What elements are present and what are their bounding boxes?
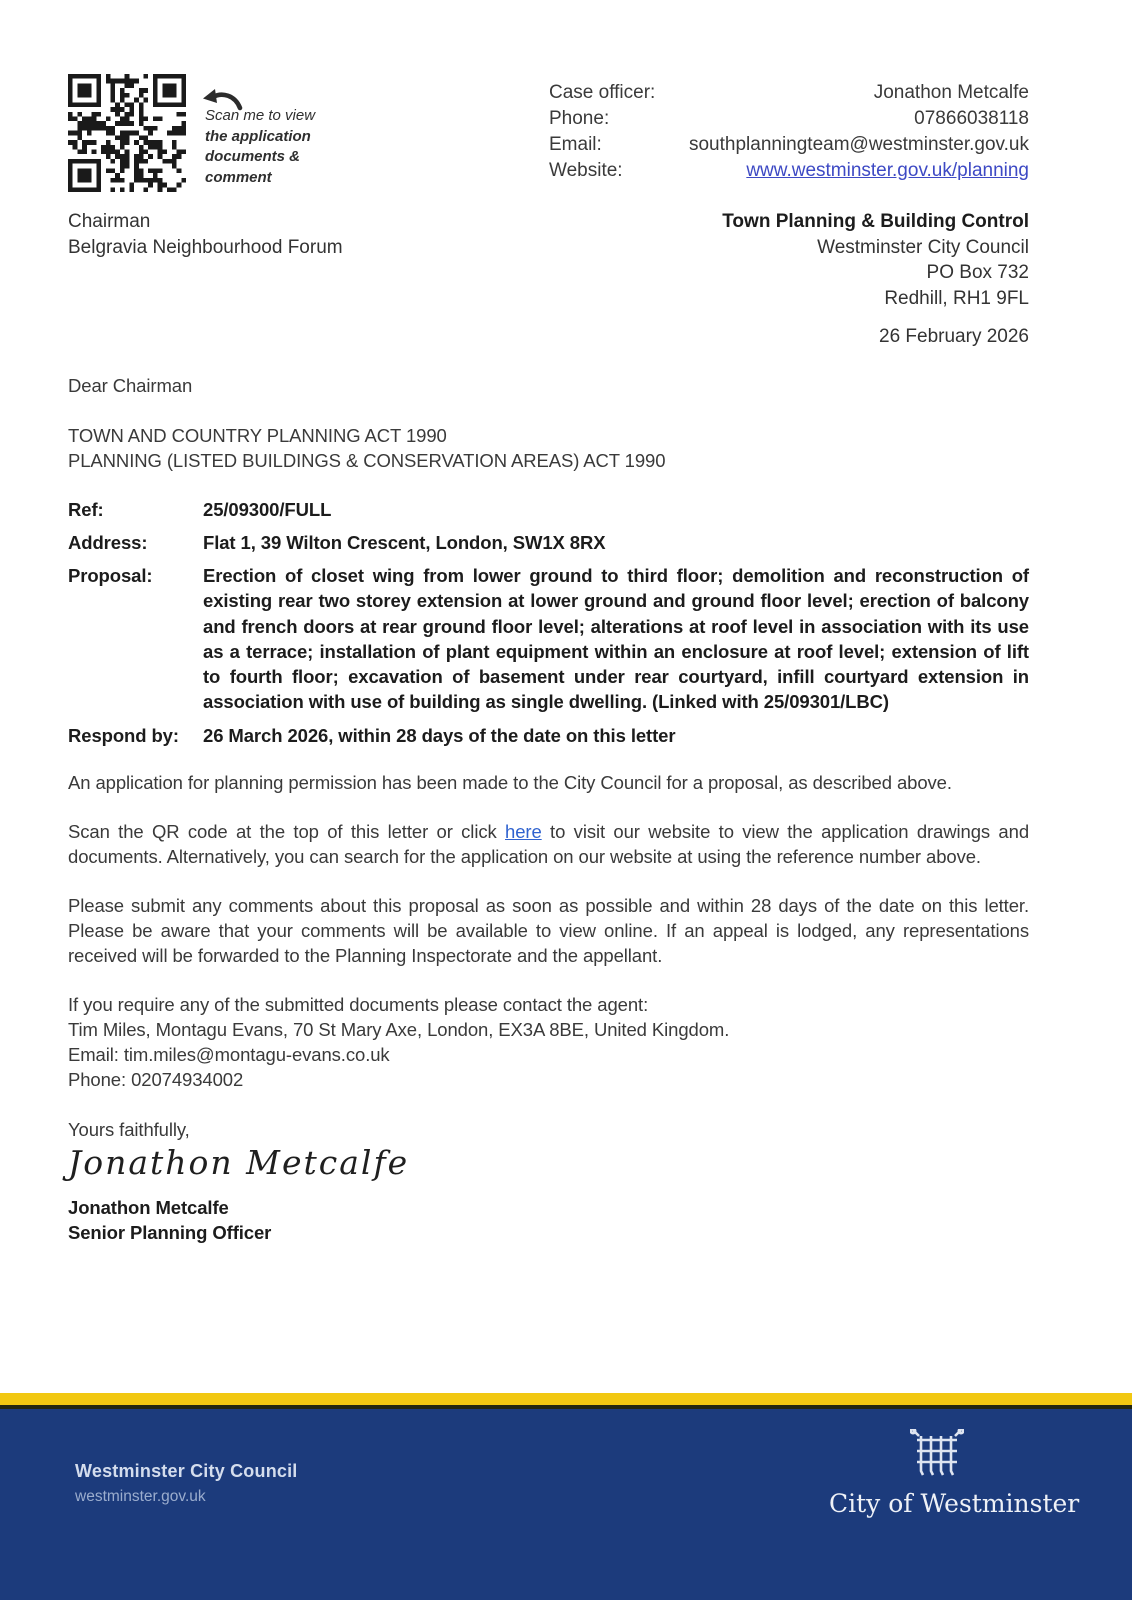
contact-row-case-officer (549, 80, 1029, 106)
respond-by-value: 26 March 2026, within 28 days of the date on this letter (203, 724, 676, 746)
signer-name: Jonathon Metcalfe (68, 1196, 229, 1218)
application-details (68, 497, 1029, 748)
signature: Jonathon Metcalfe (68, 1142, 410, 1182)
agent-phone: Phone: 02074934002 (68, 1068, 244, 1090)
proposal-label: Proposal: (68, 565, 153, 586)
here-link[interactable]: here (505, 820, 542, 842)
signer-title: Senior Planning Officer (68, 1221, 272, 1243)
detail-row-address (68, 530, 1029, 555)
phone-label: Phone: (549, 108, 610, 129)
signer-block (68, 1195, 1029, 1245)
closing: Yours faithfully, (68, 1118, 190, 1140)
email-label: Email: (549, 134, 602, 155)
letter-date: 26 February 2026 (879, 326, 1029, 347)
case-officer-label: Case officer: (549, 82, 656, 103)
scan-paragraph-before: Scan the QR code at the top of this letter or click (68, 820, 506, 842)
agent-address: Tim Miles, Montagu Evans, 70 St Mary Axe, London, EX3A 8BE, United Kingdom. (68, 1018, 730, 1040)
contact-row-phone (549, 106, 1029, 132)
acts-block (68, 423, 1029, 473)
qr-code-image (68, 74, 186, 192)
sender-city: Redhill, RH1 9FL (884, 287, 1029, 309)
agent-intro: If you require any of the submitted documents please contact the agent: (68, 993, 649, 1015)
qr-caption-line1: Scan me to view (205, 107, 316, 124)
footer (0, 1393, 1132, 1600)
footer-navy-band (0, 1409, 1132, 1600)
letter-body (68, 373, 1029, 1245)
footer-council-name: Westminster City Council (75, 1461, 298, 1481)
address-value: Flat 1, 39 Wilton Crescent, London, SW1X 8RX (203, 532, 606, 553)
respond-by-label: Respond by: (68, 724, 179, 746)
proposal-value: Erection of closet wing from lower ground to third floor; demolition and reconstruction of existing rear two storey extension at lower ground and ground floor level; erection of balcony and french doors at rear ground floor level; alterations at roof level in association with its use as a terrace; installation of plant equipment within an enclosure at roof level; extension of lift to fourth floor; excavation of basement under rear courtyard, infill courtyard extension in association with use of building as single dwelling. (Linked with 25/09301/LBC) (203, 565, 1029, 713)
qr-caption (205, 106, 355, 188)
contact-row-email (549, 132, 1029, 158)
paragraph-submit-comments: Please submit any comments about this proposal as soon as possible and within 28 days of the date on this letter. Please be aware that your comments will be available to view online. If an appeal is lodged, any representations received will be forwarded to the Planning Inspectorate and the appellant. (68, 894, 1029, 966)
recipient-title: Chairman (68, 211, 151, 232)
email-value: southplanningteam@westminster.gov.uk (688, 134, 1029, 155)
recipient-block (68, 209, 343, 260)
agent-contact-block (68, 992, 1029, 1092)
sender-block (722, 209, 1029, 350)
detail-row-respond-by (68, 723, 1029, 748)
paragraph-scan-qr (68, 819, 1029, 869)
footer-website: westminster.gov.uk (75, 1488, 206, 1505)
website-link[interactable]: www.westminster.gov.uk/planning (746, 160, 1029, 181)
address-label: Address: (68, 532, 148, 553)
recipient-org: Belgravia Neighbourhood Forum (68, 236, 343, 258)
case-officer-value: Jonathon Metcalfe (873, 82, 1029, 103)
detail-row-proposal (68, 563, 1029, 715)
act-line-2: PLANNING (LISTED BUILDINGS & CONSERVATION AREAS) ACT 1990 (68, 450, 666, 471)
city-of-westminster-logo (829, 1429, 1080, 1518)
footer-yellow-stripe (0, 1393, 1132, 1405)
phone-value: 07866038118 (914, 108, 1029, 129)
salutation: Dear Chairman (68, 375, 193, 396)
contact-row-website (549, 158, 1029, 184)
detail-row-ref (68, 497, 1029, 522)
qr-caption-rest: the application documents & comment (205, 127, 311, 186)
sender-po-box: PO Box 732 (926, 262, 1029, 283)
qr-code (68, 74, 186, 192)
act-line-1: TOWN AND COUNTRY PLANNING ACT 1990 (68, 425, 447, 446)
footer-left-block (75, 1461, 298, 1506)
agent-email: Email: tim.miles@montagu-evans.co.uk (68, 1043, 390, 1065)
ref-label: Ref: (68, 499, 104, 520)
sender-org: Westminster City Council (817, 236, 1029, 258)
website-label: Website: (549, 160, 623, 181)
portcullis-icon (910, 1429, 964, 1481)
scan-paragraph-after: to visit our website to view the application drawings and documents. Alternatively, you can search for the application on our website at using the reference number above. (68, 820, 1030, 867)
contact-block (549, 80, 1029, 184)
sender-department: Town Planning & Building Control (722, 211, 1029, 232)
paragraph-application-made: An application for planning permission has been made to the City Council for a proposal, as described above. (68, 771, 952, 793)
footer-logo-text: City of Westminster (829, 1489, 1080, 1518)
ref-value: 25/09300/FULL (203, 499, 332, 520)
